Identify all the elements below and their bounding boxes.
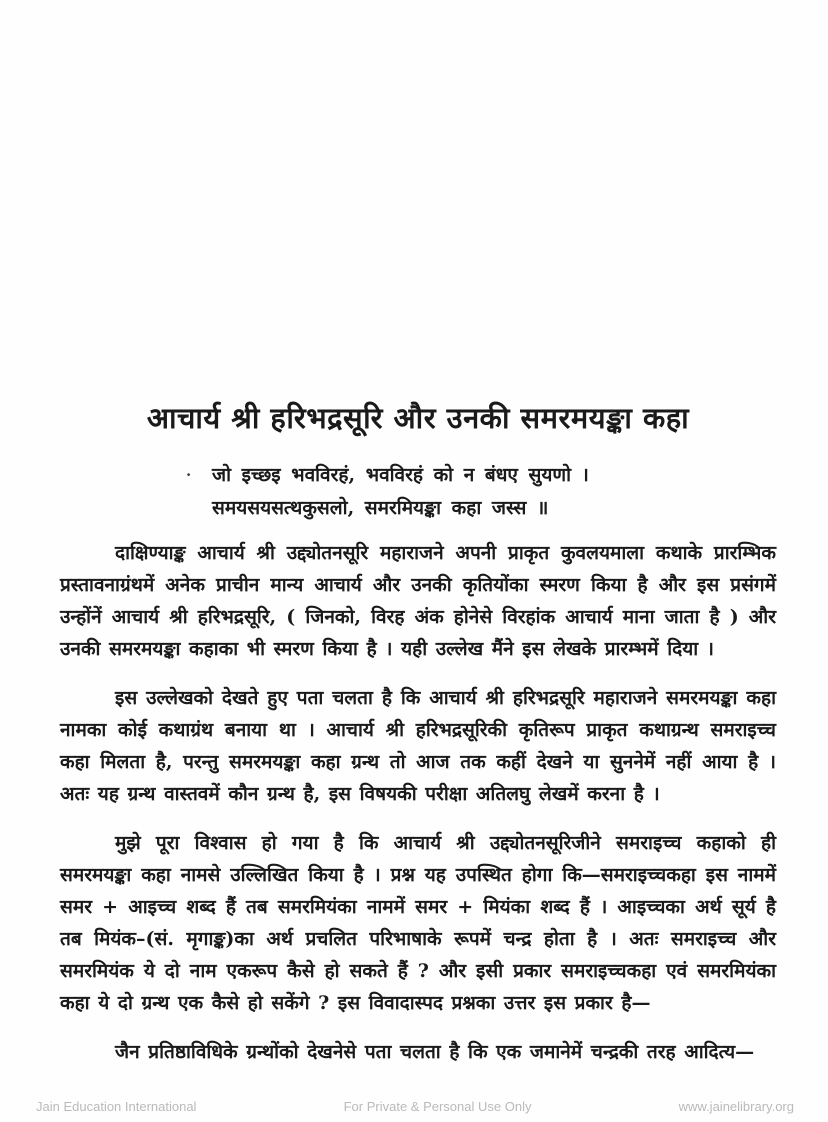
paragraph-1: दाक्षिण्याङ्क आचार्य श्री उद्द्योतनसूरि महाराजने अपनी प्राकृत कुवलयमाला कथाके प्रारम्भिक प्रस्तावनाग्रंथमें अनेक प्राचीन मान्य आचार्य और उनकी कृतियोंका स्मरण किया है और इस प्रसंगमें उन्होंनें आचार्य श्री हरिभद्रसूरि, ( जिनको, विरह अंक होनेसे विरहांक आचार्य माना जाता है ) और उनकी समरमयङ्का कहाका भी स्मरण किया है । यही उल्लेख मैंने इस लेखके प्रारम्भमें दिया । xyxy=(60,542,776,660)
verse-line-1: जो इच्छइ भवविरहं, भवविरहं को न बंधए सुयणो । xyxy=(212,464,589,486)
verse-block xyxy=(186,459,776,525)
footer-center-text: For Private & Personal Use Only xyxy=(343,1099,532,1114)
paragraph-3: मुझे पूरा विश्वास हो गया है कि आचार्य श्री उद्द्योतनसूरिजीने समराइच्च कहाको ही समरमयङ्का कहा नामसे उल्लिखित किया है । प्रश्न यह उपस्थित होगा कि—समराइच्चकहा इस नाममें समर + आइच्च शब्द हैं तब समरमियंका नाममें समर + मियंका शब्द हैं । आइच्चका अर्थ सूर्य है तब मियंक–(सं. मृगाङ्क)का अर्थ प्रचलित परिभाषाके रूपमें चन्द्र होता है । अतः समराइच्च और समरमियंक ये दो नाम एकरूप कैसे हो सकते हैं ? और इसी प्रकार समराइच्चकहा एवं समरमियंका कहा ये दो ग्रन्थ एक कैसे हो सकेंगे ? इस विवादास्पद प्रश्नका उत्तर इस प्रकार है— xyxy=(60,832,776,1014)
article-body xyxy=(0,398,828,1068)
paragraph-2: इस उल्लेखको देखते हुए पता चलता है कि आचार्य श्री हरिभद्रसूरि महाराजने समरमयङ्का कहा नामका कोई कथाग्रंथ बनाया था । आचार्य श्री हरिभद्रसूरिकी कृतिरूप प्राकृत कथाग्रन्थ समराइच्च कहा मिलता है, परन्तु समरमयङ्का कहा ग्रन्थ तो आज तक कहीं देखने या सुननेमें नहीं आया है । अतः यह ग्रन्थ वास्तवमें कौन ग्रन्थ है, इस विषयकी परीक्षा अतिलघु लेखमें करना है । xyxy=(60,687,776,805)
page-title: आचार्य श्री हरिभद्रसूरि और उनकी समरमयङ्का कहा xyxy=(146,401,690,435)
paragraph-4: जैन प्रतिष्ठाविधिके ग्रन्थोंको देखनेसे पता चलता है कि एक जमानेमें चन्द्रकी तरह आदित्य— xyxy=(115,1041,755,1063)
footer-right-text: www.jainelibrary.org xyxy=(678,1099,794,1114)
footer-left-text: Jain Education International xyxy=(36,1099,197,1114)
verse-bullet: · xyxy=(186,466,192,484)
scan-footer xyxy=(0,1099,828,1114)
verse-line-2: समयसयसत्थकुसलो, समरमियङ्का कहा जस्स ॥ xyxy=(212,497,549,519)
